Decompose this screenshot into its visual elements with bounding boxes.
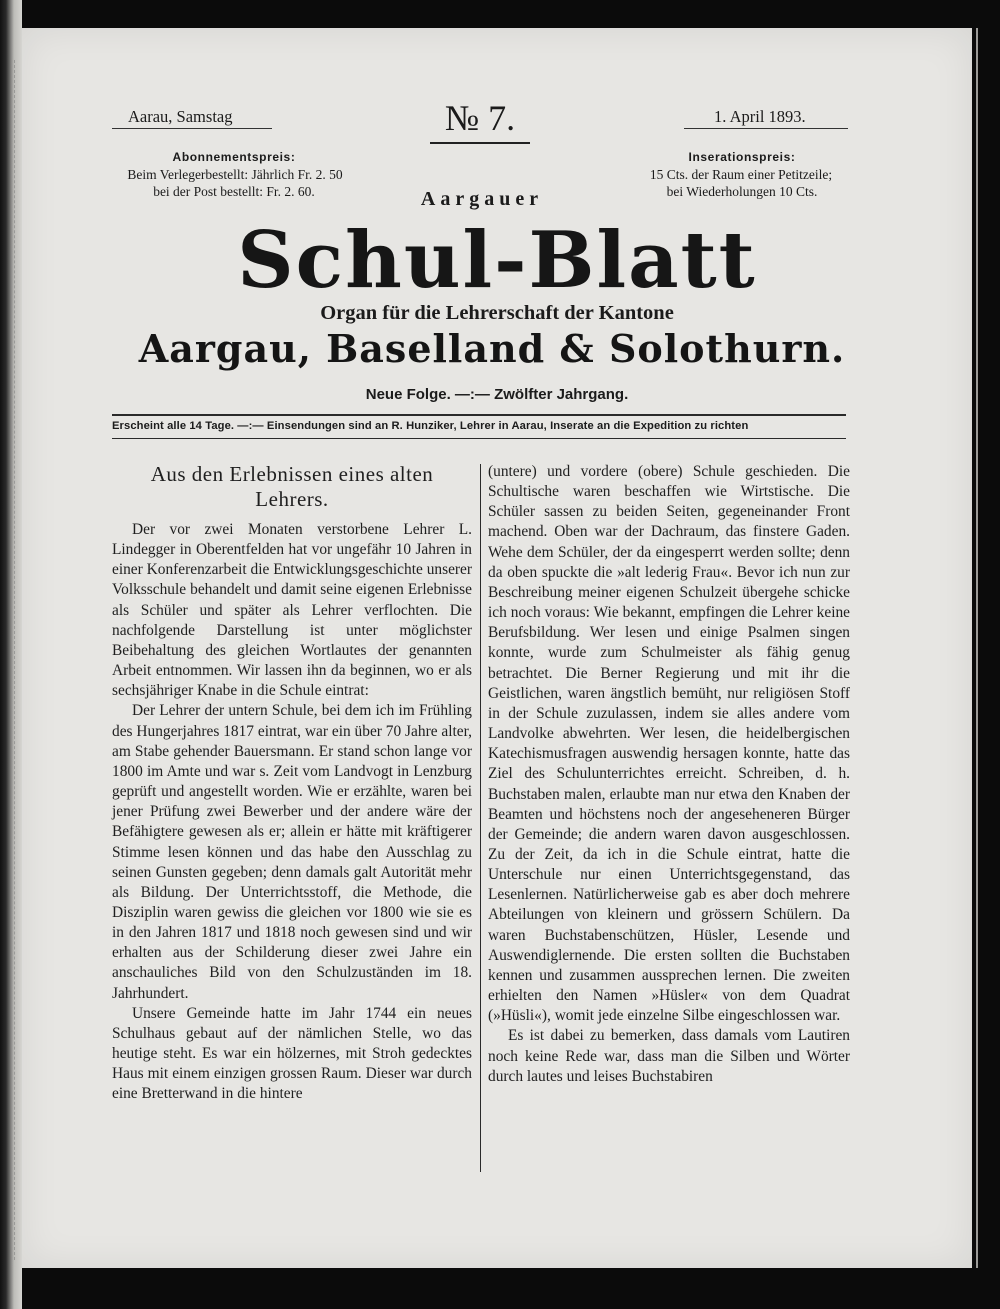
newspaper-title: Schul-Blatt <box>237 215 757 306</box>
newspaper-page <box>22 28 972 1268</box>
book-spine <box>0 0 22 1309</box>
subscription-line-2: bei der Post bestellt: Fr. 2. 60. <box>153 184 315 199</box>
subscription-title: Abonnementspreis: <box>172 150 296 164</box>
article-left-column <box>112 462 472 1105</box>
issue-number: № 7. <box>430 98 530 144</box>
ads-line-2: bei Wiederholungen 10 Cts. <box>666 184 818 199</box>
series-line: Neue Folge. —:— Zwölfter Jahrgang. <box>365 386 629 403</box>
place-day: Aarau, Samstag <box>112 107 272 129</box>
binding-stitches <box>14 60 21 1260</box>
pre-title: Aargauer <box>420 188 544 210</box>
ads-line-1: 15 Cts. der Raum einer Petitzeile; <box>649 167 833 182</box>
divider-bottom <box>112 438 846 439</box>
subscription-line-1: Beim Verlegerbestellt: Jährlich Fr. 2. 50 <box>127 167 343 182</box>
paragraph: Der vor zwei Monaten verstorbene Lehrer L. Lindegger in Oberentfelden hat vor ungefähr 10 Jahren in einer Konferenzarbeit die Entwicklungsgeschichte unserer Volksschule behandelt und damit seine eigenen Erlebnisse als Schüler und später als Lehrer verflochten. Die nachfolgende Darstellung ist unter möglichster Beibehaltung des gleichen Wortlautes der genannten Arbeit entnommen. Wir lassen ihn da beginnen, wo er als sechsjähriger Knabe in die Schule eintrat: <box>112 521 472 700</box>
article-right-column <box>488 462 850 1087</box>
article-heading-line-1: Aus den Erlebnissen eines alten <box>150 462 434 486</box>
article-heading-line-2: Lehrers. <box>255 487 329 511</box>
organ-line: Organ für die Lehrerschaft der Kantone <box>320 302 674 324</box>
cantons-line: Aargau, Baselland & Solothurn. <box>138 326 846 371</box>
column-separator <box>480 464 481 1172</box>
paragraph: Es ist dabei zu bemerken, dass damals vom Lautiren noch keine Rede war, dass man die Silben und Wörter durch lautes und leises Buchstabiren <box>488 1027 850 1085</box>
publication-notice: Erscheint alle 14 Tage. —:— Einsendungen sind an R. Hunziker, Lehrer in Aarau, Inserate an die Expedition zu richten <box>112 420 749 432</box>
divider-top <box>112 414 846 416</box>
paragraph: (untere) und vordere (obere) Schule geschieden. Die Schultische waren beschaffen wie Wirtstische. Die Schüler sassen zu beiden Seiten, gegeneinander Front machend. Oben war der Dachraum, das finstere Gaden. Wehe dem Schüler, der da eingesperrt werden sollte; denn da oben spuckte die »alt lederig Frau«. Bevor ich nun zur Beschreibung meiner eigenen Schulzeit übergehe schicke ich noch voraus: Wie bekannt, empfingen die Lehrer keine Berufsbildung. Wer lesen und einige Psalmen singen konnte, wurde zum Schulmeister als fähig genug betrachtet. Die Berner Regierung und mit ihr die Geistlichen, waren ängstlich bemüht, nur religiösen Stoff in der Schule zuzulassen, indem sie alles andere vom Landvolke abwehrten. Wer lesen, die heidelbergischen Katechismusfragen auswendig hersagen konnte, hatte das Ziel des Schulunterrichtes erreicht. Schreiben, d. h. Buchstaben malen, erlaubte man nur etwa den Knaben der Beamten und höchstens noch der angeseheneren Bürger der Gemeinde; die andern waren davon ausgeschlossen. Zu der Zeit, da ich in die Schule eintrat, hatte die Unterschule nur einen Unterrichtsgegenstand, das Lesenlernen. Natürlicherweise gab es aber doch mehrere Abteilungen von kleinern und grössern Schülern. Da waren Buchstabenschützen, Hüsler, Lesende und Auswendiglernende. Die ersten sollten die Buchstaben kennen und zusammen aussprechen lernen. Die zweiten erhielten den Namen »Hüsler« von dem Quadrat (»Hüsli«), womit jede einzelne Silbe eingeschlossen war. <box>488 463 850 1025</box>
ads-title: Inserationspreis: <box>688 150 796 164</box>
page-edge <box>976 28 978 1268</box>
paragraph: Der Lehrer der untern Schule, bei dem ich im Frühling des Hungerjahres 1817 eintrat, war ein über 70 Jahre alter, am Stabe gehender Bauersmann. Er stand schon lange vor 1800 im Amte und war s. Zeit vom Landvogt in Lenzburg geprüft und angestellt worden. Wie er erzählte, waren bei jener Prüfung zwei Bewerber und der andere wäre der Befähigtere gewesen als er; allein er hätte mit kräftigerer Stimme lesen können und das habe den Ausschlag zu seinen Gunsten gegeben; denn damals galt Autorität mehr als Bildung. Der Unterrichtsstoff, die Methode, die Disziplin waren gewiss die gleichen vor 1800 wie sie es in den Jahren 1817 und 1818 noch gewesen sind und wir erhalten aus der Schilderung dieser zwei Jahre ein anschauliches Bild von den Schulzuständen im 18. Jahrhundert. <box>112 702 472 1002</box>
article-heading <box>112 462 472 512</box>
paragraph: Unsere Gemeinde hatte im Jahr 1744 ein neues Schulhaus gebaut auf der nämlichen Stelle, wo das heutige steht. Es war ein hölzernes, mit Stroh gedecktes Haus mit einem einzigen grossen Raum. Dieser war durch eine Bretterwand in die hintere <box>112 1004 472 1103</box>
issue-date: 1. April 1893. <box>684 107 848 129</box>
